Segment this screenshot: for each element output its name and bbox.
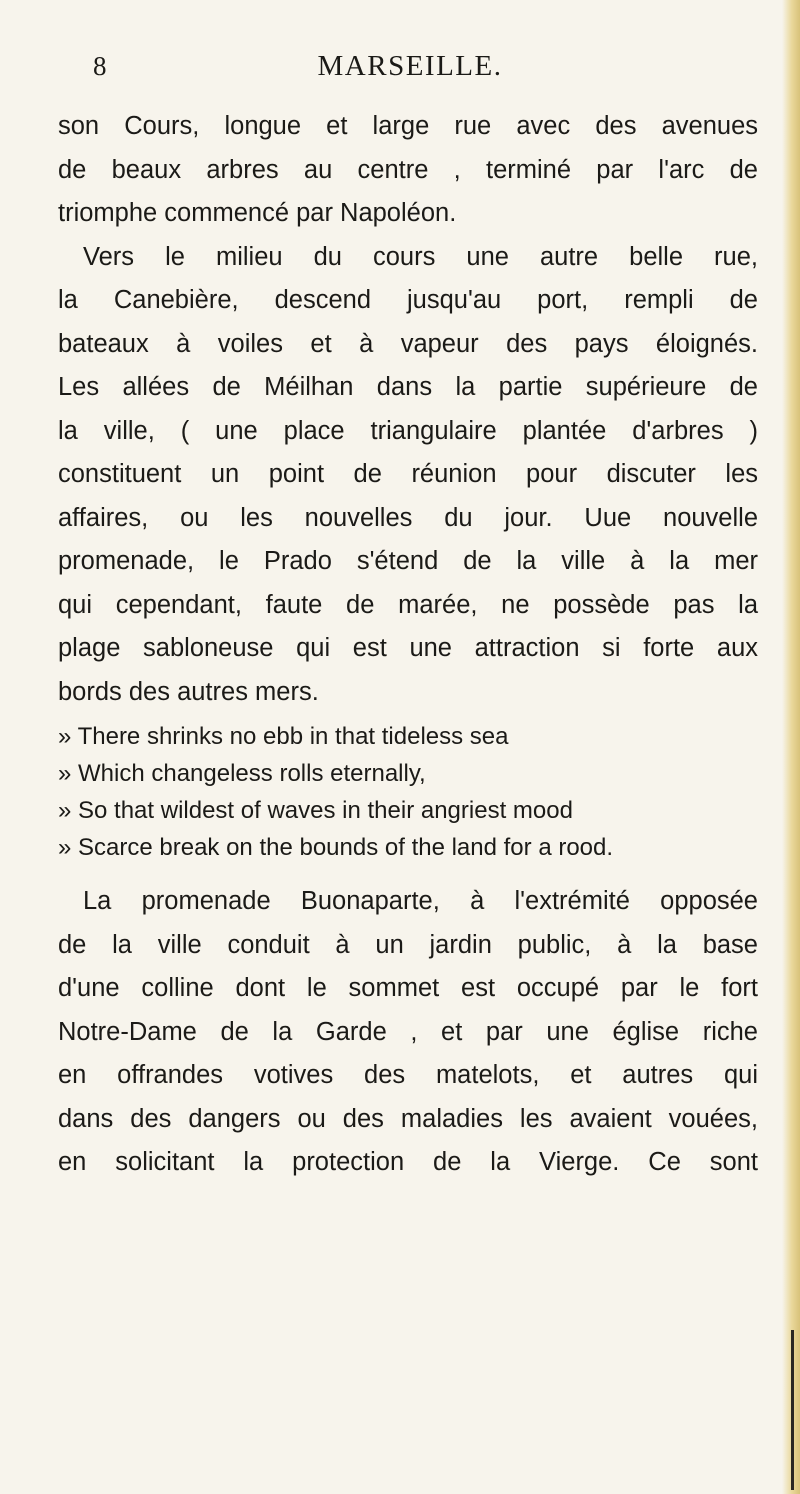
text-line: affaires, ou les nouvelles du jour. Uue nouvelle [58,503,758,532]
running-title: MARSEILLE. [317,50,503,82]
page-edge [782,0,800,1494]
text-line: La promenade Buonaparte, à l'extrémité opposée [83,887,758,915]
page-number: 8 [93,51,107,81]
text-line: bords des autres mers. [58,677,319,706]
text-line: Vers le milieu du cours une autre belle rue, [83,242,758,271]
text-line: triomphe commencé par Napoléon. [58,199,457,227]
text-line: son Cours, longue et large rue avec des avenues [58,112,758,140]
text-line: dans des dangers ou des maladies les avaient vouées, [58,1104,758,1133]
text-line: en solicitant la protection de la Vierge. Ce sont [58,1148,758,1176]
poem-line: » Which changeless rolls eternally, [58,760,426,787]
page-header [0,48,800,88]
page-edge-mark [791,1330,794,1490]
text-line: de la ville conduit à un jardin public, à la base [58,930,758,959]
paragraph [58,105,758,236]
text-line: bateaux à voiles et à vapeur des pays éloignés. [58,329,758,358]
poem-line: » There shrinks no ebb in that tideless sea [58,723,509,750]
text-line: qui cependant, faute de marée, ne possède pas la [58,590,758,619]
poem-line: » Scarce break on the bounds of the land for a rood. [58,834,614,861]
text-line: en offrandes votives des matelots, et autres qui [58,1061,758,1089]
text-line: la ville, ( une place triangulaire plantée d'arbres ) [58,416,758,445]
poem-line: » So that wildest of waves in their angriest mood [58,797,573,824]
text-line: de beaux arbres au centre , terminé par l'arc de [58,155,758,184]
text-line: plage sabloneuse qui est une attraction si forte aux [58,634,758,662]
body-text [58,105,758,1185]
text-line: la Canebière, descend jusqu'au port, rempli de [58,286,758,314]
text-line: Notre-Dame de la Garde , et par une église riche [58,1017,758,1046]
paragraph [58,236,758,715]
poem-quotation [58,718,758,866]
text-line: promenade, le Prado s'étend de la ville à la mer [58,547,758,575]
text-line: constituent un point de réunion pour discuter les [58,460,758,488]
text-line: Les allées de Méilhan dans la partie supérieure de [58,373,758,401]
text-line: d'une colline dont le sommet est occupé par le fort [58,974,758,1002]
paragraph [58,880,758,1185]
